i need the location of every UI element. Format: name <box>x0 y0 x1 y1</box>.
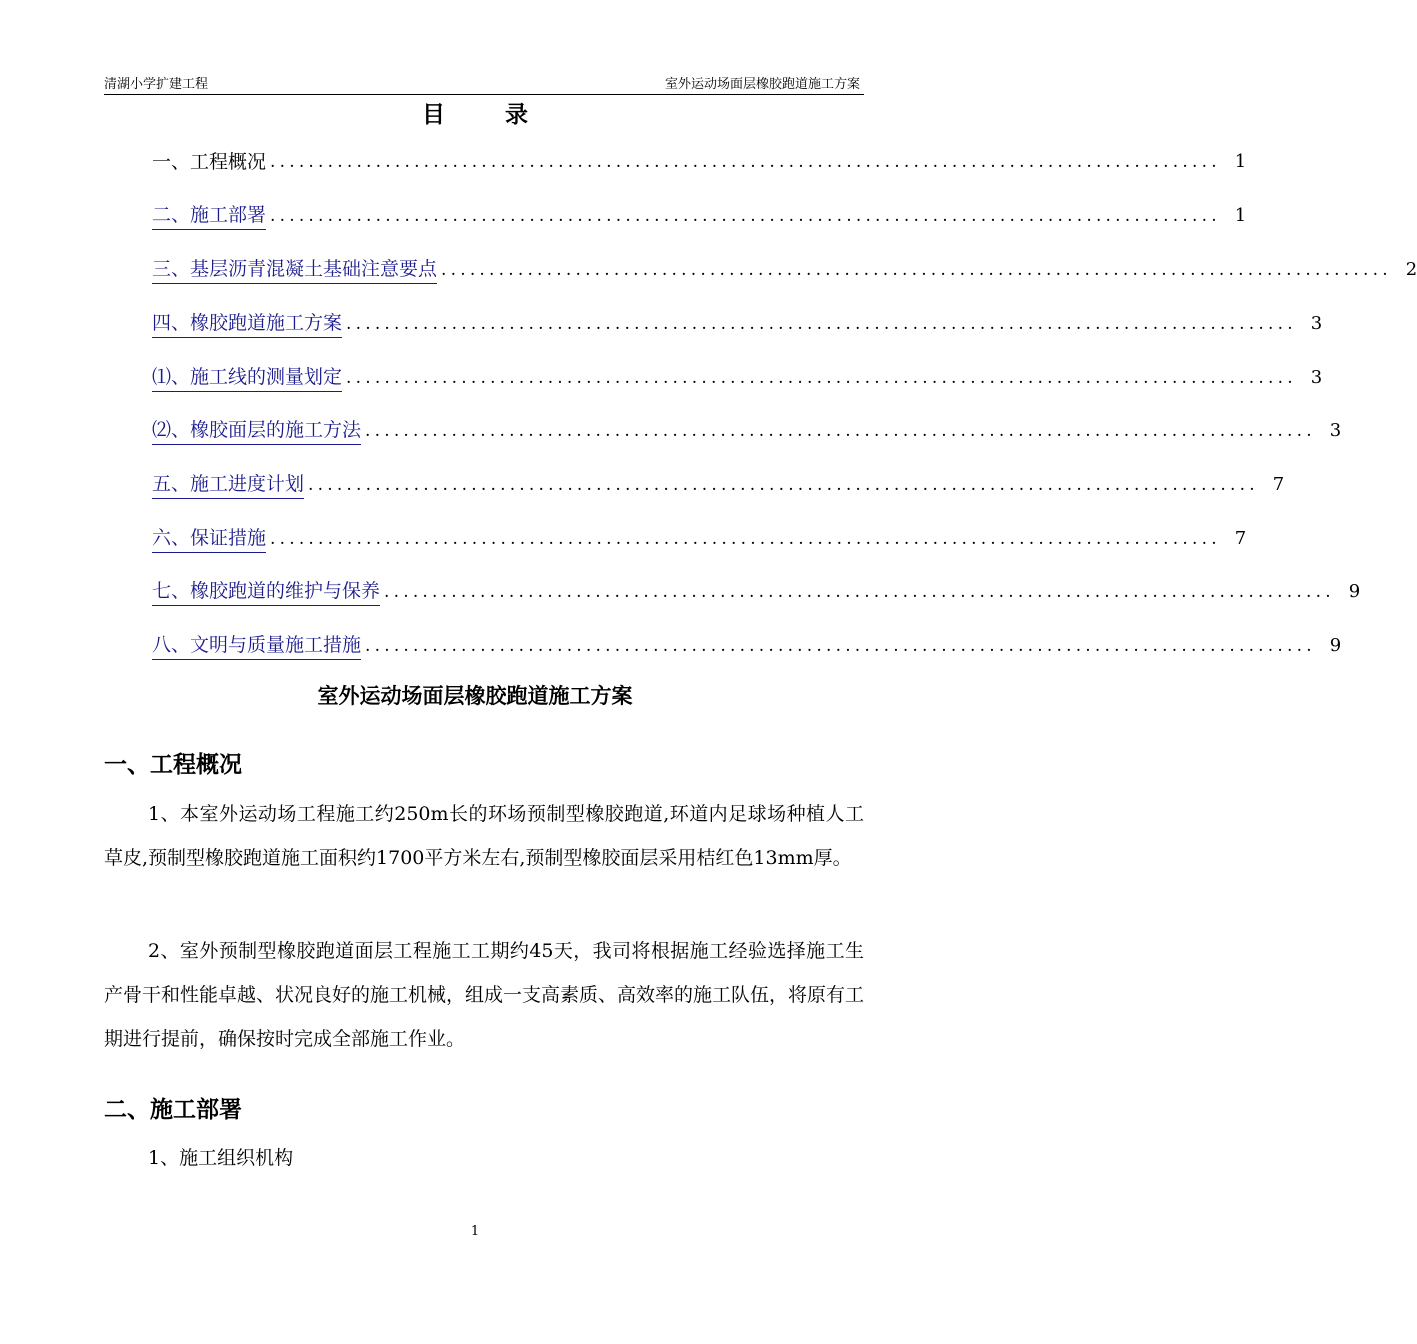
toc-entry[interactable] <box>152 356 1323 392</box>
body-paragraph: 2、室外预制型橡胶跑道面层工程施工工期约45天，我司将根据施工经验选择施工生产骨干和性能卓越、状况良好的施工机械，组成一支高素质、高效率的施工队伍，将原有工期进行提前，确保按时完成全部施工作业。 <box>104 940 865 1050</box>
toc-entry-link[interactable]: ⑴、施工线的测量划定 <box>152 363 342 392</box>
toc-entry-page: 3 <box>1329 420 1342 441</box>
toc-entry[interactable] <box>152 194 1247 230</box>
toc-leader-dots: ................................................................................................... <box>270 152 1221 172</box>
section-heading: 一、工程概况 <box>104 752 242 778</box>
toc-leader-dots: ................................................................................................... <box>308 475 1259 495</box>
document-title: 室外运动场面层橡胶跑道施工方案 <box>317 684 633 708</box>
toc-leader-dots: ................................................................................................... <box>270 529 1221 549</box>
toc-leader-dots: ................................................................................................... <box>365 421 1316 441</box>
toc-leader-dots: ................................................................................................... <box>346 368 1297 388</box>
toc-entry-link[interactable]: 六、保证措施 <box>152 524 266 553</box>
toc-entry-page: 3 <box>1310 367 1323 388</box>
toc-entry[interactable] <box>152 624 1342 660</box>
toc-leader-dots: ................................................................................................... <box>346 314 1297 334</box>
toc-entry-link[interactable]: 三、基层沥青混凝土基础注意要点 <box>152 255 437 284</box>
toc-title: 目 录 <box>421 102 554 128</box>
toc-entry-link[interactable]: ⑵、橡胶面层的施工方法 <box>152 416 361 445</box>
toc-entry-link[interactable]: 二、施工部署 <box>152 201 266 230</box>
toc-entry-page: 2 <box>1405 259 1417 280</box>
body-paragraph: 1、施工组织机构 <box>148 1147 294 1169</box>
toc-entry-page: 3 <box>1310 313 1323 334</box>
toc-leader-dots: ................................................................................................... <box>441 260 1392 280</box>
toc-leader-dots: ................................................................................................... <box>365 636 1316 656</box>
toc-entry-link[interactable]: 八、文明与质量施工措施 <box>152 631 361 660</box>
toc-entry-page: 7 <box>1272 474 1285 495</box>
toc-entry[interactable] <box>152 570 1361 606</box>
page-header <box>104 76 864 95</box>
toc-entry-page: 9 <box>1348 581 1361 602</box>
toc-entry-page: 9 <box>1329 635 1342 656</box>
toc-entry-label: 一、工程概况 <box>152 151 267 173</box>
toc-entry[interactable] <box>152 248 1417 284</box>
toc-leader-dots: ................................................................................................... <box>270 206 1221 226</box>
body-paragraph: 1、本室外运动场工程施工约250m长的环场预制型橡胶跑道,环道内足球场种植人工草皮,预制型橡胶跑道施工面积约1700平方米左右,预制型橡胶面层采用桔红色13mm厚。 <box>104 803 864 869</box>
toc-leader-dots: ................................................................................................... <box>384 582 1335 602</box>
header-project-name: 清湖小学扩建工程 <box>104 77 209 92</box>
toc-entry-link[interactable]: 四、橡胶跑道施工方案 <box>152 309 342 338</box>
toc-entry[interactable] <box>152 140 1247 176</box>
page-number: 1 <box>470 1224 480 1239</box>
toc-entry-link[interactable]: 五、施工进度计划 <box>152 470 304 499</box>
toc-entry[interactable] <box>152 517 1247 553</box>
section-heading: 二、施工部署 <box>104 1097 242 1123</box>
header-document-name: 室外运动场面层橡胶跑道施工方案 <box>664 77 860 92</box>
toc-entry-page: 1 <box>1234 205 1247 226</box>
toc-entry[interactable] <box>152 463 1285 499</box>
toc-entry[interactable] <box>152 302 1323 338</box>
toc-entry-link[interactable]: 七、橡胶跑道的维护与保养 <box>152 577 380 606</box>
toc-entry[interactable] <box>152 409 1342 445</box>
toc-entry-page: 1 <box>1234 151 1247 172</box>
toc-entry-page: 7 <box>1234 528 1247 549</box>
